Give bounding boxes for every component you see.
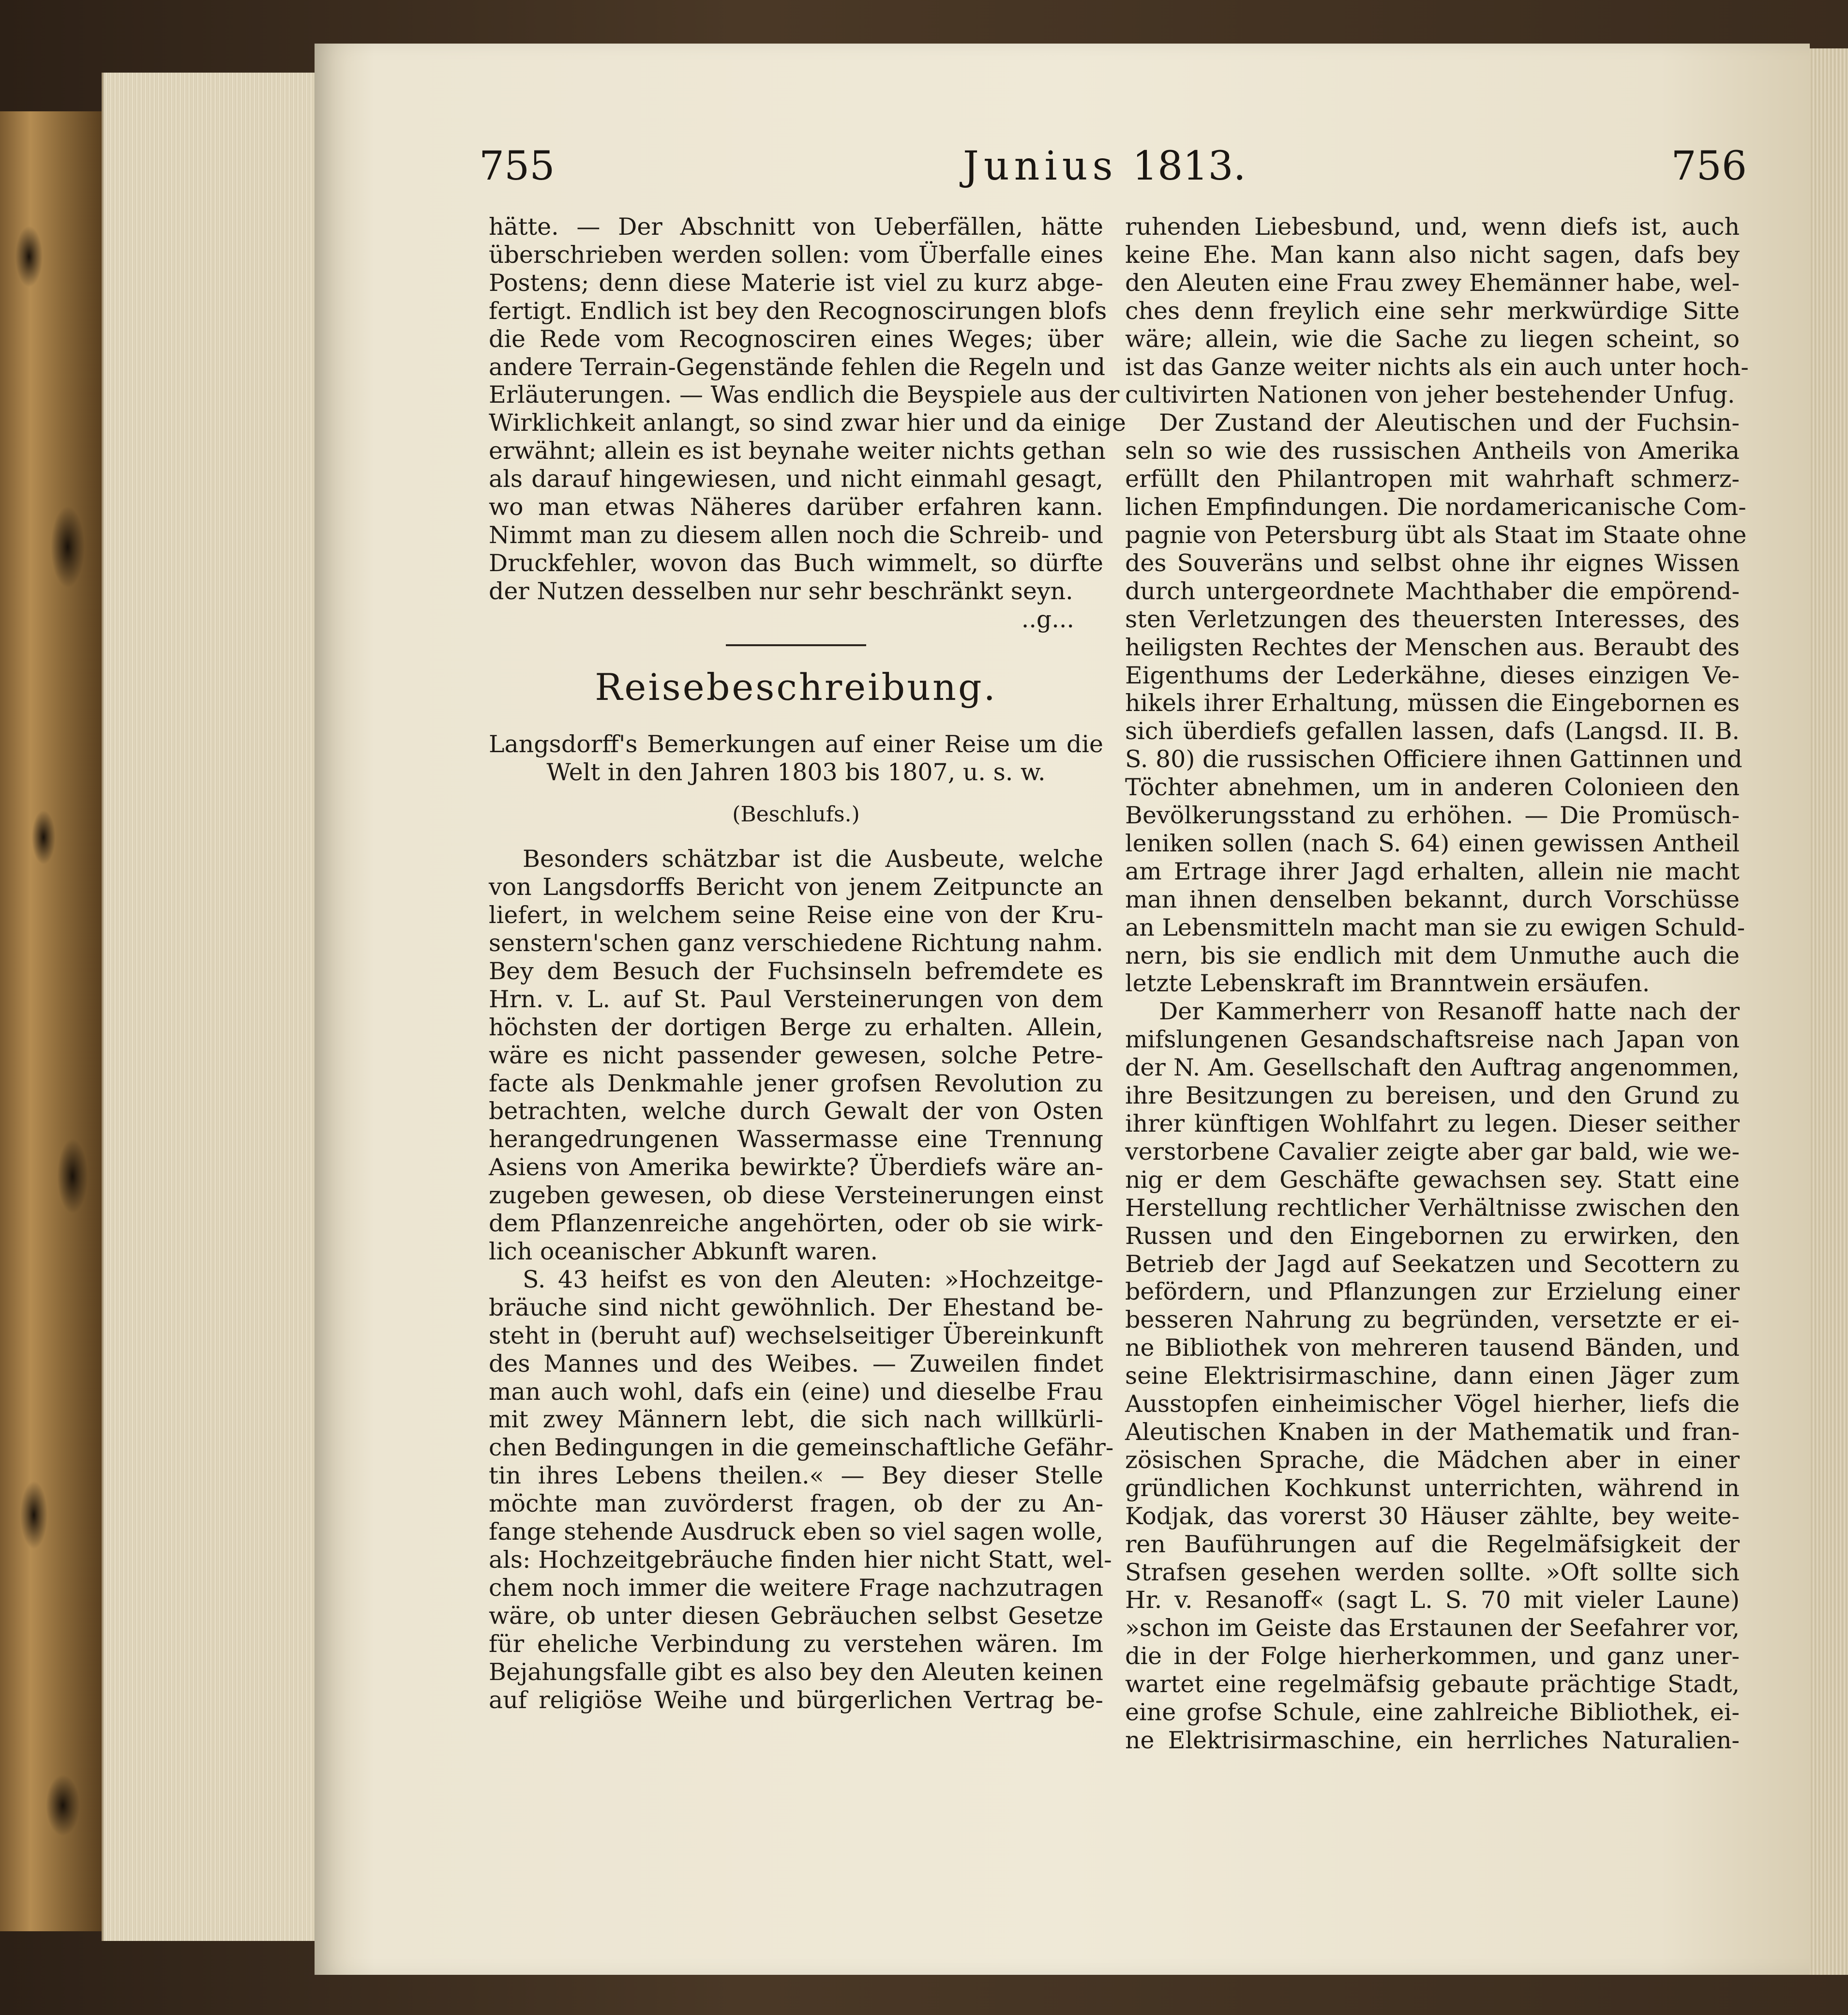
text-line: Töchter abnehmen, um in anderen Colonieen den — [1125, 773, 1740, 802]
text-line: Langsdorff's Bemerkungen auf einer Reise um die — [489, 730, 1103, 758]
text-line: gründlichen Kochkunst unterrichten, während in — [1125, 1474, 1740, 1502]
text-line: des Mannes und des Weibes. — Zuweilen findet — [489, 1349, 1103, 1378]
text-line: ren Bauführungen auf die Regelmäfsigkeit der — [1125, 1530, 1740, 1558]
text-line: Welt in den Jahren 1803 bis 1807, u. s. w. — [546, 758, 1046, 786]
text-line: »schon im Geiste das Erstaunen der Seefahrer vor, — [1125, 1614, 1740, 1642]
text-line: verstorbene Cavalier zeigte aber gar bald, wie we- — [1125, 1137, 1740, 1166]
paragraph — [489, 1265, 1114, 1714]
page-number-left: 755 — [479, 143, 555, 189]
text-line: als darauf hingewiesen, und nicht einmahl gesagt, — [489, 465, 1103, 493]
text-line: man ihnen denselben bekannt, durch Vorschüsse — [1125, 885, 1740, 913]
text-line: befördern, und Pflanzungen zur Erzielung einer — [1125, 1278, 1740, 1306]
text-line: Der Zustand der Aleutischen und der Fuchsin- — [1159, 409, 1740, 437]
text-line: zösischen Sprache, die Mädchen aber in einer — [1125, 1446, 1740, 1474]
text-line: lich oceanischer Abkunft waren. — [489, 1238, 878, 1265]
marbled-cover-edge — [0, 111, 102, 1931]
text-line: Russen und den Eingebornen zu erwirken, den — [1125, 1222, 1740, 1250]
page-number-right: 756 — [1671, 143, 1747, 189]
text-line: chem noch immer die weitere Frage nachzutragen — [489, 1574, 1103, 1602]
text-line: keine Ehe. Man kann also nicht sagen, dafs bey — [1125, 241, 1740, 269]
text-line: wäre, ob unter diesen Gebräuchen selbst Gesetze — [489, 1602, 1103, 1630]
text-line: nern, bis sie endlich mit dem Unmuthe auch die — [1125, 941, 1740, 970]
text-line: letzte Lebenskraft im Branntwein ersäufen. — [1125, 970, 1650, 998]
text-line: ruhenden Liebesbund, und, wenn diefs ist, auch — [1125, 213, 1740, 241]
text-line: durch untergeordnete Machthaber die empörend- — [1125, 577, 1740, 605]
text-line: man auch wohl, dafs ein (eine) und dieselbe Frau — [489, 1378, 1103, 1406]
text-line: möchte man zuvörderst fragen, ob der zu An- — [489, 1490, 1103, 1518]
text-line: Ausstopfen einheimischer Vögel hierher, liefs die — [1125, 1390, 1740, 1418]
text-line: wäre es nicht passender gewesen, solche Petre- — [489, 1041, 1103, 1069]
text-line: andere Terrain-Gegenstände fehlen die Regeln und — [489, 353, 1106, 381]
text-line: seln so wie des russischen Antheils von Amerika — [1125, 437, 1740, 465]
text-line: wo man etwas Näheres darüber erfahren kann. — [489, 493, 1103, 521]
text-line: Besonders schätzbar ist die Ausbeute, welche — [523, 845, 1103, 873]
text-line: auf religiöse Weihe und bürgerlichen Vertrag be- — [489, 1686, 1103, 1714]
text-line: Der Kammerherr von Resanoff hatte nach der — [1159, 998, 1740, 1026]
text-line: heiligsten Rechtes der Menschen aus. Beraubt des — [1125, 633, 1740, 661]
review-conclusion — [489, 213, 1126, 606]
text-line: herangedrungenen Wassermasse eine Trennung — [489, 1125, 1103, 1153]
text-line: Bevölkerungsstand zu erhöhen. — Die Promüsch- — [1125, 802, 1740, 830]
text-line: der Nutzen desselben nur sehr beschränkt seyn. — [489, 577, 1073, 605]
text-line: Kodjak, das vorerst 30 Häuser zählte, bey weite- — [1125, 1502, 1740, 1530]
text-line: fertigt. Endlich ist bey den Recognoscirungen blofs — [489, 297, 1107, 325]
text-line: seine Elektrisirmaschine, dann einen Jäger zum — [1125, 1362, 1740, 1390]
text-line: S. 80) die russischen Officiere ihnen Gattinnen und — [1125, 745, 1743, 773]
text-line: ihrer künftigen Wohlfahrt zu legen. Dieser seither — [1125, 1110, 1740, 1137]
text-line: am Ertrage ihrer Jagd erhalten, allein nie macht — [1125, 857, 1740, 885]
text-line: lichen Empfindungen. Die nordamericanische Com- — [1125, 493, 1746, 521]
facing-page-edge — [1810, 48, 1848, 1975]
text-line: erfüllt den Philantropen mit wahrhaft schmerz- — [1125, 465, 1740, 493]
text-line: Hr. v. Resanoff« (sagt L. S. 70 mit vieler Laune) — [1125, 1586, 1740, 1614]
text-line: S. 43 heifst es von den Aleuten: »Hochzeitge- — [523, 1265, 1103, 1293]
right-column — [1125, 213, 1749, 1755]
text-line: eine grofse Schule, eine zahlreiche Bibliothek, ei- — [1125, 1698, 1740, 1727]
paragraph — [1125, 213, 1749, 409]
text-line: chen Bedingungen in die gemeinschaftliche Gefähr- — [489, 1434, 1114, 1462]
text-line: die in der Folge hierherkommen, und ganz uner- — [1125, 1642, 1740, 1670]
text-line: Bejahungsfalle gibt es also bey den Aleuten keinen — [489, 1658, 1103, 1686]
text-line: sten Verletzungen des theuersten Interesses, des — [1125, 605, 1740, 633]
text-line: Strafsen gesehen werden sollte. »Oft sollte sich — [1125, 1558, 1740, 1586]
paragraph — [1125, 998, 1740, 1754]
text-line: Asiens von Amerika bewirkte? Überdiefs wäre an- — [489, 1153, 1103, 1182]
text-line: als: Hochzeitgebräuche finden hier nicht Statt, wel- — [489, 1545, 1112, 1574]
text-line: überschrieben werden sollen: vom Überfalle eines — [489, 241, 1103, 269]
text-line: ihre Besitzungen zu bereisen, und den Grund zu — [1125, 1082, 1740, 1110]
text-line: höchsten der dortigen Berge zu erhalten. Allein, — [489, 1013, 1103, 1041]
text-line: steht in (beruht auf) wechselseitiger Übereinkunft — [489, 1321, 1103, 1349]
text-line: facte als Denkmahle jener grofsen Revolution zu — [489, 1069, 1103, 1097]
text-line: zugeben gewesen, ob diese Versteinerungen einst — [489, 1182, 1103, 1210]
text-line: Nimmt man zu diesem allen noch die Schreib- und — [489, 521, 1103, 549]
section-heading: Reisebeschreibung. — [595, 665, 997, 709]
text-line: besseren Nahrung zu begründen, versetzte er ei- — [1125, 1306, 1740, 1334]
text-line: Postens; denn diese Materie ist viel zu kurz abge- — [489, 269, 1103, 297]
text-line: sich überdiefs gefallen lassen, dafs (Langsd. II. B. — [1125, 717, 1740, 745]
header-month: Junius — [963, 143, 1118, 189]
text-line: Druckfehler, wovon das Buch wimmelt, so dürfte — [489, 549, 1103, 577]
text-line: die Rede vom Recognosciren eines Weges; über — [489, 325, 1103, 353]
text-line: von Langsdorffs Bericht von jenem Zeitpuncte an — [489, 873, 1103, 901]
text-line: Betrieb der Jagd auf Seekatzen und Secottern zu — [1125, 1250, 1740, 1278]
text-line: pagnie von Petersburg übt als Staat im Staate ohne — [1125, 521, 1747, 549]
section-divider — [726, 644, 866, 646]
text-line: erwähnt; allein es ist beynahe weiter nichts gethan — [489, 437, 1106, 465]
text-line: mifslungenen Gesandschaftsreise nach Japan von — [1125, 1026, 1740, 1054]
paragraph — [489, 845, 1103, 1266]
text-line: wartet eine regelmäfsig gebaute prächtige Stadt, — [1125, 1670, 1740, 1698]
text-line: Aleutischen Knaben in der Mathematik und fran- — [1125, 1418, 1740, 1446]
text-line: tin ihres Lebens theilen.« — Bey dieser Stelle — [489, 1462, 1103, 1490]
page-block-edge — [102, 73, 316, 1941]
text-line: nig er dem Geschäfte gewachsen sey. Statt eine — [1125, 1166, 1740, 1194]
text-line: Hrn. v. L. auf St. Paul Versteinerungen von dem — [489, 985, 1103, 1013]
paragraph — [1125, 409, 1747, 998]
text-line: liefert, in welchem seine Reise eine von der Kru- — [489, 901, 1103, 929]
text-line: an Lebensmitteln macht man sie zu ewigen Schuld- — [1125, 913, 1745, 941]
text-line: hikels ihrer Erhaltung, müssen die Eingebornen es — [1125, 689, 1740, 717]
text-line: Bey dem Besuch der Fuchsinseln befremdete es — [489, 957, 1103, 985]
header-year: 1813. — [1132, 143, 1246, 189]
text-line: bräuche sind nicht gewöhnlich. Der Ehestand be- — [489, 1293, 1103, 1321]
text-line: hätte. — Der Abschnitt von Ueberfällen, hätte — [489, 213, 1103, 241]
continued-note: (Beschlufs.) — [732, 802, 860, 827]
text-line: mit zwey Männern lebt, die sich nach willkürli- — [489, 1406, 1103, 1434]
text-line: ne Bibliothek von mehreren tausend Bänden, und — [1125, 1334, 1740, 1362]
text-line: für eheliche Verbindung zu verstehen wären. Im — [489, 1630, 1103, 1658]
text-line: Herstellung rechtlicher Verhältnisse zwischen den — [1125, 1194, 1740, 1222]
left-column — [489, 213, 1126, 1714]
text-line: betrachten, welche durch Gewalt der von Osten — [489, 1097, 1103, 1125]
text-line: ches denn freylich eine sehr merkwürdige Sitte — [1125, 297, 1740, 325]
text-line: ist das Ganze weiter nichts als ein auch unter hoch- — [1125, 353, 1749, 381]
text-line: Wirklichkeit anlangt, so sind zwar hier und da einige — [489, 409, 1126, 437]
text-line: den Aleuten eine Frau zwey Ehemänner habe, wel- — [1125, 269, 1740, 297]
book-title — [489, 730, 1103, 787]
text-line: Erläuterungen. — Was endlich die Beyspiele aus der — [489, 381, 1120, 409]
running-header — [479, 143, 1747, 201]
reviewer-signature: ..g... — [1021, 605, 1074, 633]
text-line: fange stehende Ausdruck eben so viel sagen wolle, — [489, 1518, 1103, 1546]
text-line: cultivirten Nationen von jeher bestehender Unfug. — [1125, 381, 1735, 409]
text-line: Eigenthums der Lederkähne, dieses einzigen Ve- — [1125, 661, 1740, 689]
text-line: dem Pflanzenreiche angehörten, oder ob sie wirk- — [489, 1210, 1103, 1238]
text-line: wäre; allein, wie die Sache zu liegen scheint, so — [1125, 325, 1740, 353]
text-line: des Souveräns und selbst ohne ihr eignes Wissen — [1125, 549, 1740, 577]
text-line: ne Elektrisirmaschine, ein herrliches Naturalien- — [1125, 1726, 1740, 1754]
text-line: leniken sollen (nach S. 64) einen gewissen Antheil — [1125, 829, 1740, 857]
text-line: senstern'schen ganz verschiedene Richtung nahm. — [489, 929, 1103, 957]
text-line: der N. Am. Gesellschaft den Auftrag angenommen, — [1125, 1054, 1740, 1082]
